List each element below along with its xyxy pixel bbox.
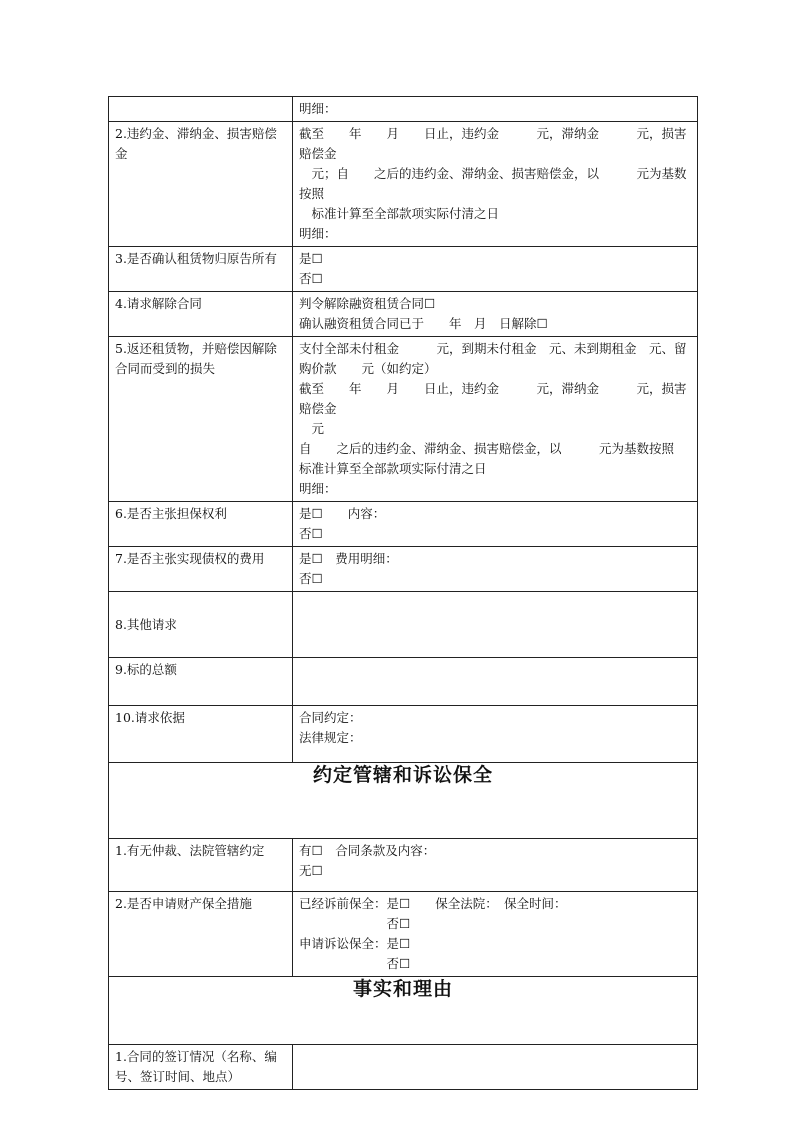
content-line: 否☐ <box>299 916 411 931</box>
content-line: 购价款 元（如约定） <box>299 361 437 376</box>
content-line: 已经诉前保全：是☐ 保全法院： 保全时间： <box>299 896 567 911</box>
facts-section <box>109 977 698 1045</box>
content-line: 元 <box>299 421 325 436</box>
content-line: 是☐ <box>299 251 323 266</box>
content-line: 标准计算至全部款项实际付清之日 <box>299 206 500 221</box>
row-content[interactable] <box>293 122 698 247</box>
content-line: 有☐ 合同条款及内容： <box>299 843 436 858</box>
form-row <box>109 839 698 892</box>
content-line: 明细： <box>299 481 337 496</box>
row-label: 1.有无仲裁、法院管辖约定 <box>109 839 293 892</box>
content-line: 申请诉讼保全：是☐ <box>299 936 411 951</box>
section-header-row <box>109 763 698 839</box>
content-line: 合同约定： <box>299 710 362 725</box>
content-line: 是☐ 内容： <box>299 506 386 521</box>
content-line: 无☐ <box>299 863 323 878</box>
row-label: 2.违约金、滞纳金、损害赔偿金 <box>109 122 293 247</box>
row-label <box>109 97 293 122</box>
content-line: 否☐ <box>299 271 323 286</box>
content-line: 截至 年 月 日止，违约金 元，滞纳金 元，损害赔偿金 <box>299 126 687 161</box>
row-content[interactable] <box>293 502 698 547</box>
section-header-row <box>109 977 698 1045</box>
content-line: 标准计算至全部款项实际付清之日 <box>299 461 487 476</box>
row-label: 7.是否主张实现债权的费用 <box>109 547 293 592</box>
content-line: 元；自 之后的违约金、滞纳金、损害赔偿金，以 元为基数按照 <box>299 166 687 201</box>
form-row <box>109 292 698 337</box>
content-line: 截至 年 月 日止，违约金 元，滞纳金 元，损害赔偿金 <box>299 381 687 416</box>
form-row <box>109 892 698 977</box>
content-line: 法律规定： <box>299 730 362 745</box>
row-content[interactable] <box>293 292 698 337</box>
form-row <box>109 592 698 658</box>
content-line: 否☐ <box>299 526 323 541</box>
row-label: 8.其他请求 <box>109 592 293 658</box>
content-line: 是☐ 费用明细： <box>299 551 398 566</box>
form-row <box>109 658 698 706</box>
row-content[interactable] <box>293 1045 698 1090</box>
form-row <box>109 502 698 547</box>
claims-section <box>109 97 698 763</box>
form-row <box>109 247 698 292</box>
complaint-form-table <box>108 96 698 1090</box>
row-content[interactable] <box>293 892 698 977</box>
content-line: 支付全部未付租金 元，到期未付租金 元、未到期租金 元、留 <box>299 341 687 356</box>
content-line: 自 之后的违约金、滞纳金、损害赔偿金，以 元为基数按照 <box>299 441 675 456</box>
row-label: 9.标的总额 <box>109 658 293 706</box>
content-line: 明细： <box>299 101 337 116</box>
form-row <box>109 706 698 763</box>
row-content[interactable] <box>293 337 698 502</box>
row-content[interactable] <box>293 547 698 592</box>
form-row <box>109 1045 698 1090</box>
row-label: 1.合同的签订情况（名称、编号、签订时间、地点） <box>109 1045 293 1090</box>
section-title-jurisdiction: 约定管辖和诉讼保全 <box>109 763 698 839</box>
row-label: 5.返还租赁物，并赔偿因解除合同而受到的损失 <box>109 337 293 502</box>
form-row <box>109 122 698 247</box>
row-label: 4.请求解除合同 <box>109 292 293 337</box>
row-content[interactable] <box>293 97 698 122</box>
content-line: 否☐ <box>299 571 323 586</box>
row-label: 10.请求依据 <box>109 706 293 763</box>
form-row <box>109 547 698 592</box>
content-line: 判令解除融资租赁合同☐ <box>299 296 436 311</box>
content-line: 确认融资租赁合同已于 年 月 日解除☐ <box>299 316 548 331</box>
jurisdiction-section <box>109 763 698 839</box>
row-content[interactable] <box>293 706 698 763</box>
content-line: 否☐ <box>299 956 411 971</box>
form-row <box>109 337 698 502</box>
jurisdiction-rows <box>109 839 698 977</box>
row-label: 2.是否申请财产保全措施 <box>109 892 293 977</box>
facts-rows <box>109 1045 698 1090</box>
row-content[interactable] <box>293 839 698 892</box>
form-row <box>109 97 698 122</box>
row-content[interactable] <box>293 658 698 706</box>
content-line: 明细： <box>299 226 337 241</box>
row-label: 3.是否确认租赁物归原告所有 <box>109 247 293 292</box>
row-content[interactable] <box>293 247 698 292</box>
row-label: 6.是否主张担保权利 <box>109 502 293 547</box>
row-content[interactable] <box>293 592 698 658</box>
section-title-facts: 事实和理由 <box>109 977 698 1045</box>
